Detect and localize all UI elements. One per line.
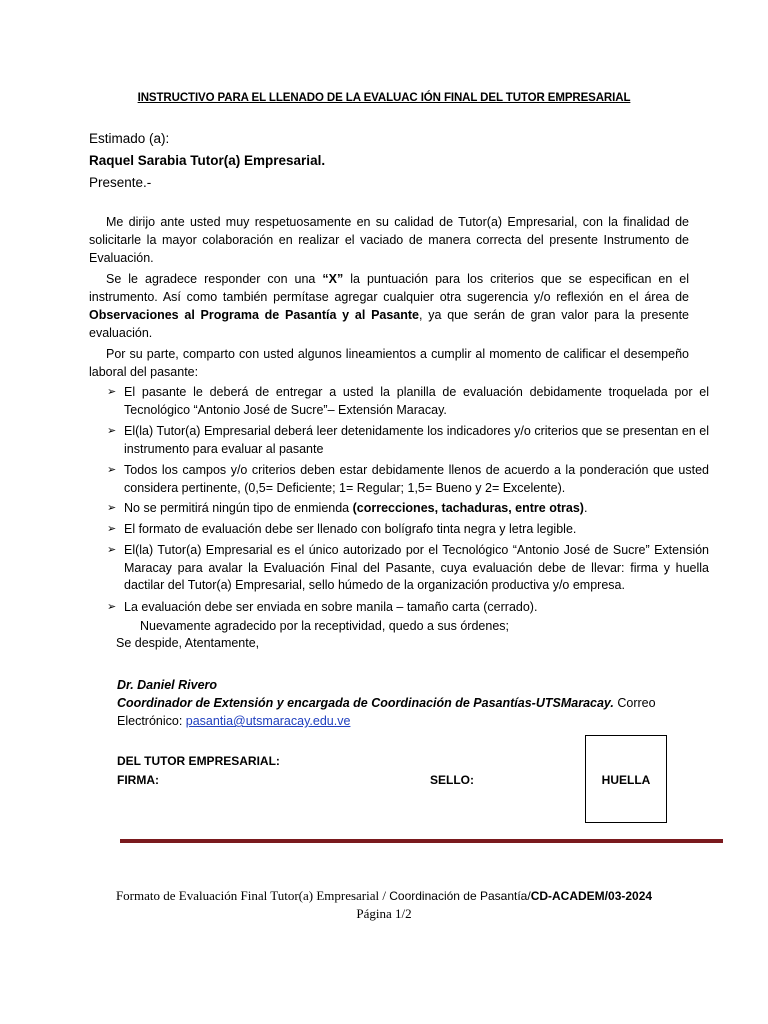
list-item <box>107 500 709 518</box>
p2-text-a: Se le agradece responder con una <box>106 272 323 286</box>
signature-role-text: Coordinador de Extensión y encargada de Coordinación de Pasantías-UTSMaracay. <box>117 696 614 710</box>
arrow-bullet-icon: ➢ <box>107 523 117 535</box>
email-link[interactable]: pasantia@utsmaracay.edu.ve <box>185 714 351 728</box>
footer-code: CD-ACADEM/03-2024 <box>530 889 653 903</box>
arrow-bullet-icon: ➢ <box>107 464 117 476</box>
paragraph-instructions <box>89 270 689 342</box>
footer-divider <box>120 839 723 843</box>
list-item-text: La evaluación debe ser enviada en sobre manila – tamaño carta (cerrado). <box>124 600 538 614</box>
p2-text-e: , ya que serán de gran valor para la presente evaluación. <box>89 308 690 340</box>
list-item-text: El(la) Tutor(a) Empresarial deberá leer detenidamente los indicadores y/o criterios que se presentan en el instrumento para evaluar al pasante <box>124 424 709 456</box>
closing-thanks: Nuevamente agradecido por la receptividad, quedo a sus órdenes; <box>140 619 509 633</box>
arrow-bullet-icon: ➢ <box>107 601 117 613</box>
list-item <box>107 542 709 595</box>
signature-correo: Correo <box>613 696 656 710</box>
b4-text-c: . <box>583 501 588 515</box>
signature-name: Dr. Daniel Rivero <box>117 678 218 692</box>
document-title: INSTRUCTIVO PARA EL LLENADO DE LA EVALUAC IÓN FINAL DEL TUTOR EMPRESARIAL <box>137 92 631 104</box>
arrow-bullet-icon: ➢ <box>107 544 117 556</box>
signature-email-line <box>117 714 350 728</box>
tutor-section-heading: DEL TUTOR EMPRESARIAL: <box>117 754 280 768</box>
b4-text-a: No se permitirá ningún tipo de enmienda <box>124 501 353 515</box>
list-item <box>107 423 709 458</box>
greeting-presente: Presente.- <box>89 175 152 190</box>
greeting-recipient: Raquel Sarabia Tutor(a) Empresarial. <box>89 153 326 168</box>
arrow-bullet-icon: ➢ <box>107 425 117 437</box>
footer-format-line <box>0 888 768 904</box>
p2-mark-x: “X” <box>322 272 344 286</box>
huella-label: HUELLA <box>601 773 651 787</box>
sello-label: SELLO: <box>430 773 474 787</box>
list-item-text <box>124 500 709 518</box>
arrow-bullet-icon: ➢ <box>107 386 117 398</box>
list-item <box>107 599 709 617</box>
list-item-text: El pasante le deberá de entregar a usted la planilla de evaluación debidamente troquelada por el Tecnológico “Antonio José de Sucre”– Extensión Maracay. <box>124 385 709 417</box>
paragraph-guidelines: Por su parte, comparto con usted algunos lineamientos a cumplir al momento de calificar el desempeño laboral del pasante: <box>89 347 689 379</box>
page-number: Página 1/2 <box>356 906 412 921</box>
list-item-text: Todos los campos y/o criterios deben estar debidamente llenos de acuerdo a la ponderación que usted considera pertinente, (0,5= Deficiente; 1= Regular; 1,5= Bueno y 2= Excelente). <box>124 463 709 495</box>
list-item <box>107 384 709 419</box>
paragraph-intro: Me dirijo ante usted muy respetuosamente en su calidad de Tutor(a) Empresarial, con la finalidad de solicitarle la mayor colaboración en realizar el vaciado de manera correcta del presente Instrumento de Evaluación. <box>89 215 689 265</box>
footer-coord: Coordinación de Pasantía/ <box>389 889 531 903</box>
signature-email-label: Electrónico: <box>117 714 186 728</box>
list-item <box>107 462 709 497</box>
firma-label: FIRMA: <box>117 773 159 787</box>
greeting-salutation: Estimado (a): <box>89 131 170 146</box>
p2-observaciones: Observaciones al Programa de Pasantía y al Pasante <box>89 308 420 322</box>
list-item <box>107 521 709 539</box>
footer-text: Formato de Evaluación Final Tutor(a) Empresarial / <box>115 888 390 903</box>
list-item-text: El(la) Tutor(a) Empresarial es el único autorizado por el Tecnológico “Antonio José de Sucre” Extensión Maracay para avalar la Evaluación Final del Pasante, cuya evaluación debe de llevar: firma y huella dactilar del Tutor(a) Empresarial, sello húmedo de la organización productiva y/o empresa. <box>124 543 709 592</box>
list-item-text: El formato de evaluación debe ser llenado con bolígrafo tinta negra y letra legible. <box>124 522 577 536</box>
signature-role <box>117 696 656 710</box>
arrow-bullet-icon: ➢ <box>107 502 117 514</box>
b4-text-bold: (correcciones, tachaduras, entre otras) <box>352 501 584 515</box>
closing-farewell: Se despide, Atentamente, <box>116 636 260 650</box>
p2-text-c: la puntuación para los criterios que se especifican en el instrumento. Así como también permítase agregar cualquier otra sugerencia y/o reflexión en el área de <box>89 272 690 304</box>
